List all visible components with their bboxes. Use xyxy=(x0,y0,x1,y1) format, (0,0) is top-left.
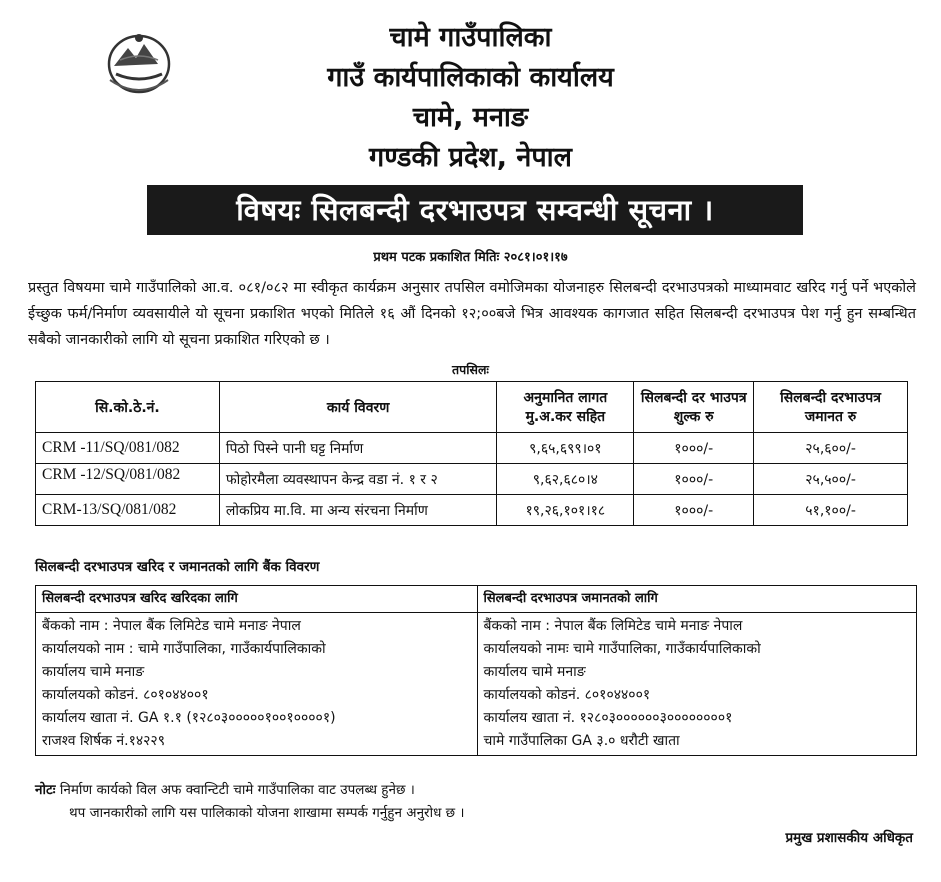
schedule-label: तपसिलः xyxy=(452,362,489,377)
note-text-1: निर्माण कार्यको विल अफ क्वान्टिटी चामे गाउँपालिका वाट उपलब्ध हुनेछ । xyxy=(59,782,415,798)
note-line-1 xyxy=(35,779,465,802)
header-work-description: कार्य विवरण xyxy=(219,382,497,433)
published-date: प्रथम पटक प्रकाशित मितिः २०८१।०१।१७ xyxy=(373,250,568,265)
bid-fee: १०००/- xyxy=(634,464,754,495)
contract-no: CRM -11/SQ/081/082 xyxy=(36,433,220,464)
office-name: गाउँ कार्यपालिकाको कार्यालय xyxy=(327,62,614,93)
bank-details-table xyxy=(35,585,917,756)
estimated-cost: १९,२६,१०१।१८ xyxy=(497,495,634,526)
intro-paragraph: प्रस्तुत विषयमा चामे गाउँपालिको आ.व. ०८१/०८२ मा स्वीकृत कार्यक्रम अनुसार तपसिल वमोजिमका योजनाहरु सिलबन्दी दरभाउपत्रको माध्यामवाट खरिद गर्नु पर्ने भएकोले ईच्छुक फर्म/निर्माण व्यवसायीले यो सूचना प्रकाशित भएको मितिले १६ औं दिनको १२;००बजे भित्र आवश्यक कागजात सहित सिलबन्दी दरभाउपत्र पेश गर्नु हुन सम्बन्धित सबैको जानकारीको लागि यो सूचना प्रकाशित गरिएको छ । xyxy=(28,280,916,348)
header-bid-security: सिलबन्दी दरभाउपत्र जमानत रु xyxy=(754,382,908,433)
security-account-details xyxy=(477,613,916,756)
office-location-line: कार्यालय चामे मनाङ xyxy=(42,664,145,680)
bid-security: २५,५००/- xyxy=(754,464,908,495)
estimated-cost: ९,६२,६८०।४ xyxy=(497,464,634,495)
municipality-name: चामे गाउँपालिका xyxy=(389,22,552,53)
note-section xyxy=(35,779,465,825)
table-row xyxy=(36,495,908,526)
works-table xyxy=(35,381,908,526)
work-description: लोकप्रिय मा.वि. मा अन्य संरचना निर्माण xyxy=(219,495,497,526)
bid-security: ५१,१००/- xyxy=(754,495,908,526)
note-label: नोटः xyxy=(35,782,56,798)
note-text-2: थप जानकारीको लागि यस पालिकाको योजना शाखामा सम्पर्क गर्नुहुन अनुरोध छ । xyxy=(69,805,465,821)
office-name-line: कार्यालयको नाम : चामे गाउँपालिका, गाउँकार्यपालिकाको xyxy=(42,641,326,657)
revenue-head: राजश्व शिर्षक नं.१४२२९ xyxy=(42,733,165,749)
office-code: कार्यालयको कोडनं. ८०१०४४००१ xyxy=(483,687,651,703)
header-contract-no: सि.को.ठे.नं. xyxy=(36,382,220,433)
contract-no: CRM-13/SQ/081/082 xyxy=(36,495,220,526)
bid-fee: १०००/- xyxy=(634,433,754,464)
security-account-header: सिलबन्दी दरभाउपत्र जमानतको लागि xyxy=(477,586,916,613)
office-location: चामे, मनाङ xyxy=(412,102,529,133)
work-description: फोहोरमैला व्यवस्थापन केन्द्र वडा नं. १ र २ xyxy=(219,464,497,495)
table-row xyxy=(36,464,908,495)
works-table-header xyxy=(36,382,908,433)
office-name-line: कार्यालयको नामः चामे गाउँपालिका, गाउँकार्यपालिकाको xyxy=(483,641,761,657)
bank-table-header xyxy=(36,586,917,613)
table-row xyxy=(36,433,908,464)
bank-name: बैंकको नाम : नेपाल बैंक लिमिटेड चामे मनाङ नेपाल xyxy=(483,618,743,634)
province-country: गण्डकी प्रदेश, नेपाल xyxy=(369,142,572,173)
bank-details-heading: सिलबन्दी दरभाउपत्र खरिद र जमानतको लागि बैंक विवरण xyxy=(35,559,320,575)
office-header xyxy=(0,18,941,178)
deposit-account: चामे गाउँपालिका GA ३.० धरौटी खाता xyxy=(483,733,680,749)
purchase-account-header: सिलबन्दी दरभाउपत्र खरिद खरिदका लागि xyxy=(36,586,478,613)
account-number: कार्यालय खाता नं. GA १.१ (१२८०३०००००१००१००००१) xyxy=(42,710,336,726)
header-estimated-cost: अनुमानित लागत मु.अ.कर सहित xyxy=(497,382,634,433)
bank-table-body xyxy=(36,613,917,756)
estimated-cost: ९,६५,६९९।०१ xyxy=(497,433,634,464)
purchase-account-details xyxy=(36,613,478,756)
contract-no: CRM -12/SQ/081/082 xyxy=(36,464,220,495)
signature-title: प्रमुख प्रशासकीय अधिकृत xyxy=(785,830,913,846)
header-bid-fee: सिलबन्दी दर भाउपत्र शुल्क रु xyxy=(634,382,754,433)
notice-subject: विषयः सिलबन्दी दरभाउपत्र सम्वन्धी सूचना । xyxy=(147,185,803,235)
office-location-line: कार्यालय चामे मनाङ xyxy=(483,664,586,680)
bank-name: बैंकको नाम : नेपाल बैंक लिमिटेड चामे मनाङ नेपाल xyxy=(42,618,301,634)
bid-security: २५,६००/- xyxy=(754,433,908,464)
bid-fee: १०००/- xyxy=(634,495,754,526)
office-code: कार्यालयको कोडनं. ८०१०४४००१ xyxy=(42,687,209,703)
work-description: पिठो पिस्ने पानी घट्ट निर्माण xyxy=(219,433,497,464)
account-number: कार्यालय खाता नं. १२८०३००००००३००००००००१ xyxy=(483,710,733,726)
